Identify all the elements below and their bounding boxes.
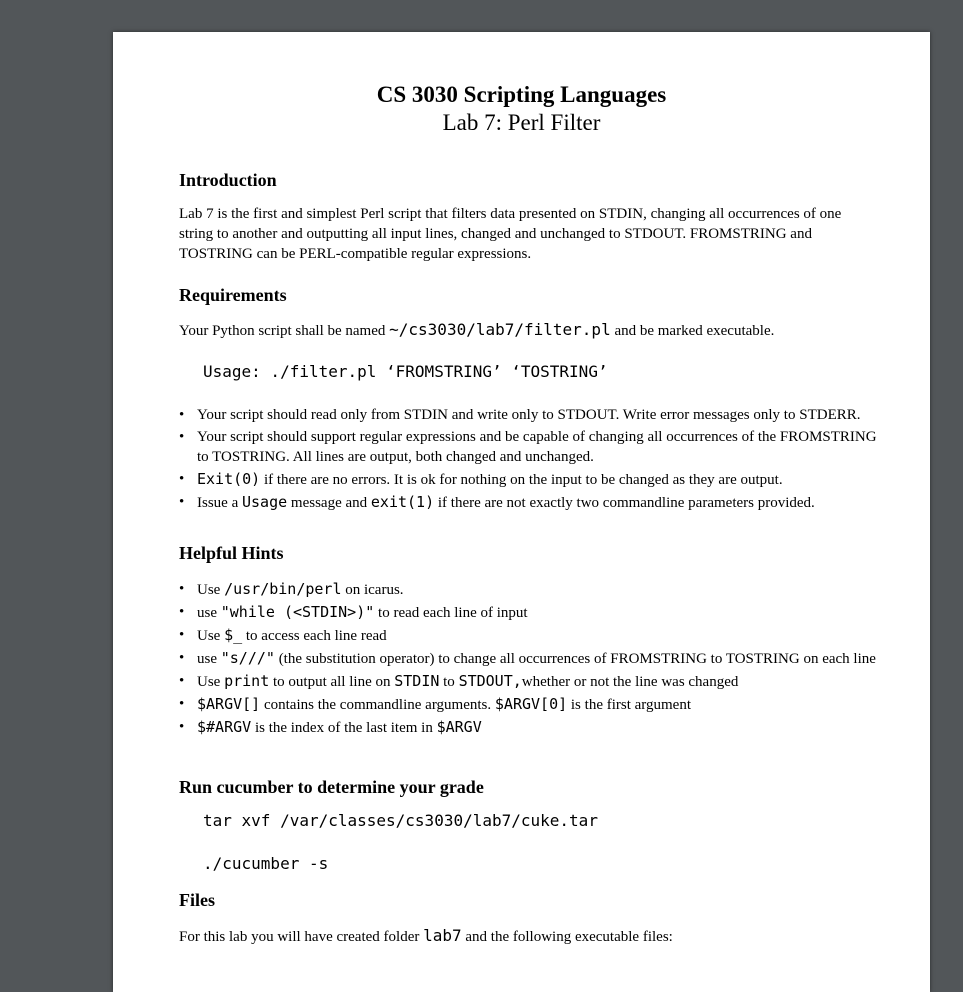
list-item: • $ARGV[] contains the commandline arguments. $ARGV[0] is the first argument [179, 694, 879, 715]
list-item: • Use print to output all line on STDIN to STDOUT,whether or not the line was changed [179, 671, 879, 692]
script-path: ~/cs3030/lab7/filter.pl [389, 320, 611, 339]
introduction-heading: Introduction [179, 170, 277, 190]
document-title: CS 3030 Scripting Languages [376, 82, 667, 107]
list-item: • Use /usr/bin/perl on icarus. [179, 579, 879, 600]
requirements-script-name: Your Python script shall be named ~/cs3030/lab7/filter.pl and be marked executable. [179, 320, 775, 339]
list-item: • use "while (<STDIN>)" to read each line of input [179, 602, 879, 623]
hints-list [179, 579, 879, 740]
list-item: • Your script should read only from STDIN and write only to STDOUT. Write error messages only to STDERR. [179, 405, 879, 425]
document-page [113, 32, 930, 992]
folder-name: lab7 [423, 926, 462, 945]
files-heading: Files [179, 890, 215, 910]
list-item: • use "s///" (the substitution operator) to change all occurrences of FROMSTRING to TOSTRING on each line [179, 648, 879, 669]
list-item: • $#ARGV is the index of the last item in $ARGV [179, 717, 879, 738]
document-subtitle: Lab 7: Perl Filter [442, 110, 601, 135]
requirements-list [179, 405, 879, 515]
files-text: For this lab you will have created folder lab7 and the following executable files: [179, 926, 673, 945]
introduction-text: Lab 7 is the first and simplest Perl script that filters data presented on STDIN, changing all occurrences of one string to another and outputting all input lines, changed and unchanged to STDOUT. FROMSTRING and TOSTRING can be PERL-compatible regular expressions. [179, 206, 842, 262]
list-item: • Your script should support regular expressions and be capable of changing all occurrences of the FROMSTRING to TOSTRING. All lines are output, both changed and unchanged. [179, 427, 879, 467]
usage-line: Usage: ./filter.pl ‘FROMSTRING’ ‘TOSTRING’ [203, 362, 608, 381]
requirements-heading: Requirements [179, 285, 287, 305]
hints-heading: Helpful Hints [179, 543, 284, 563]
cucumber-command-run: ./cucumber -s [203, 854, 329, 873]
cucumber-command-untar: tar xvf /var/classes/cs3030/lab7/cuke.tar [203, 811, 598, 830]
list-item: • Exit(0) if there are no errors. It is ok for nothing on the input to be changed as they are output. [179, 469, 879, 490]
list-item: • Issue a Usage message and exit(1) if there are not exactly two commandline parameters provided. [179, 492, 879, 513]
list-item: • Use $_ to access each line read [179, 625, 879, 646]
cucumber-heading: Run cucumber to determine your grade [179, 777, 484, 797]
